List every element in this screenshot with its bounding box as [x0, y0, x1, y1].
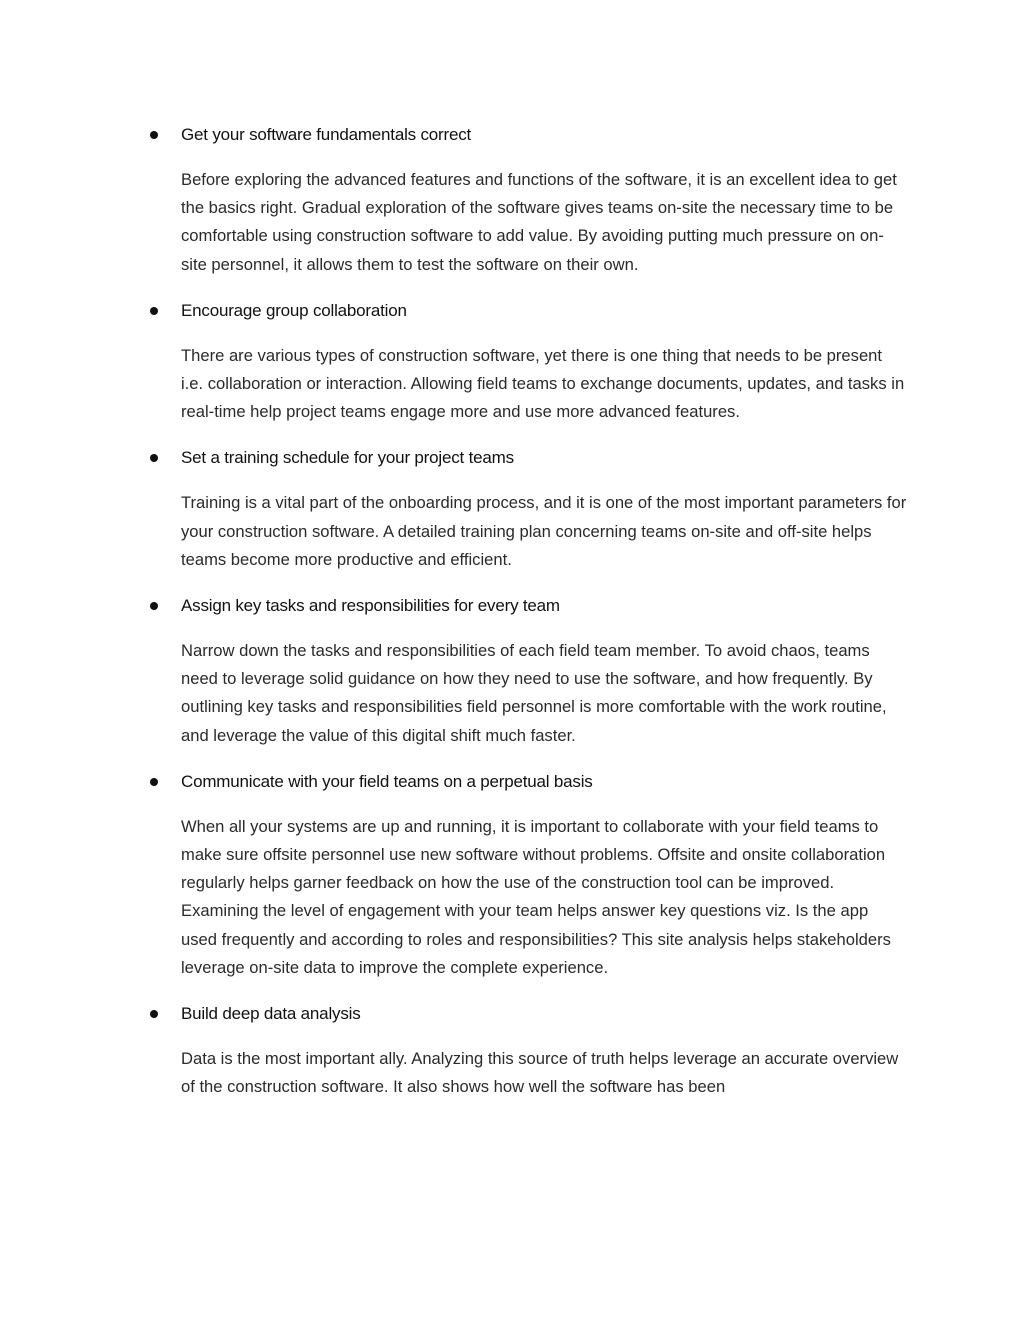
bullet-item — [150, 297, 910, 325]
section-paragraph: When all your systems are up and running, it is important to collaborate with your field teams to make sure offsite personnel use new software without problems. Offsite and onsite collaboration regularly helps garner feedback on how the use of the construction tool can be improved. Examining the level of engagement with your team helps answer key questions viz. Is the app used frequently and according to roles and responsibilities? This site analysis helps stakeholders leverage on-site data to improve the complete experience. — [181, 816, 891, 977]
bullet-item — [150, 1000, 910, 1028]
section-paragraph: Training is a vital part of the onboarding process, and it is one of the most important parameters for your construction software. A detailed training plan concerning teams on-site and off-site helps teams become more productive and efficient. — [181, 493, 907, 569]
section-paragraph: Data is the most important ally. Analyzing this source of truth helps leverage an accurate overview of the construction software. It also shows how well the software has been — [181, 1049, 899, 1097]
section-heading: Communicate with your field teams on a perpetual basis — [181, 771, 593, 791]
section-responsibilities — [150, 592, 910, 750]
section-paragraph: Before exploring the advanced features and functions of the software, it is an excellent idea to get the basics right. Gradual exploration of the software gives teams on-site the necessary time to be comfortable using construction software to add value. By avoiding putting much pressure on on-site personnel, it allows them to test the software on their own. — [181, 170, 897, 274]
section-heading: Set a training schedule for your project teams — [181, 448, 514, 468]
bullet-icon — [150, 602, 158, 610]
section-paragraph: Narrow down the tasks and responsibilities of each field team member. To avoid chaos, teams need to leverage solid guidance on how they need to use the software, and how frequently. By outlining key tasks and responsibilities field personnel is more comfortable with the work routine, and leverage the value of this digital shift much faster. — [181, 641, 887, 745]
section-paragraph: There are various types of construction software, yet there is one thing that needs to be present i.e. collaboration or interaction. Allowing field teams to exchange documents, updates, and tasks in real-time help project teams engage more and use more advanced features. — [181, 345, 905, 422]
section-heading: Build deep data analysis — [181, 1004, 361, 1024]
bullet-icon — [150, 131, 158, 139]
section-data-analysis — [150, 1000, 910, 1101]
document-content — [150, 121, 910, 1101]
bullet-item — [150, 121, 910, 149]
section-heading: Assign key tasks and responsibilities for every team — [181, 596, 560, 616]
bullet-item — [150, 444, 910, 472]
section-fundamentals — [150, 121, 910, 279]
bullet-item — [150, 768, 910, 796]
bullet-icon — [150, 1010, 158, 1018]
bullet-icon — [150, 307, 158, 315]
section-collaboration — [150, 297, 910, 427]
section-heading: Encourage group collaboration — [181, 300, 407, 320]
section-training — [150, 444, 910, 574]
bullet-icon — [150, 454, 158, 462]
bullet-icon — [150, 778, 158, 786]
bullet-item — [150, 592, 910, 620]
section-heading: Get your software fundamentals correct — [181, 125, 472, 144]
section-communication — [150, 768, 910, 982]
